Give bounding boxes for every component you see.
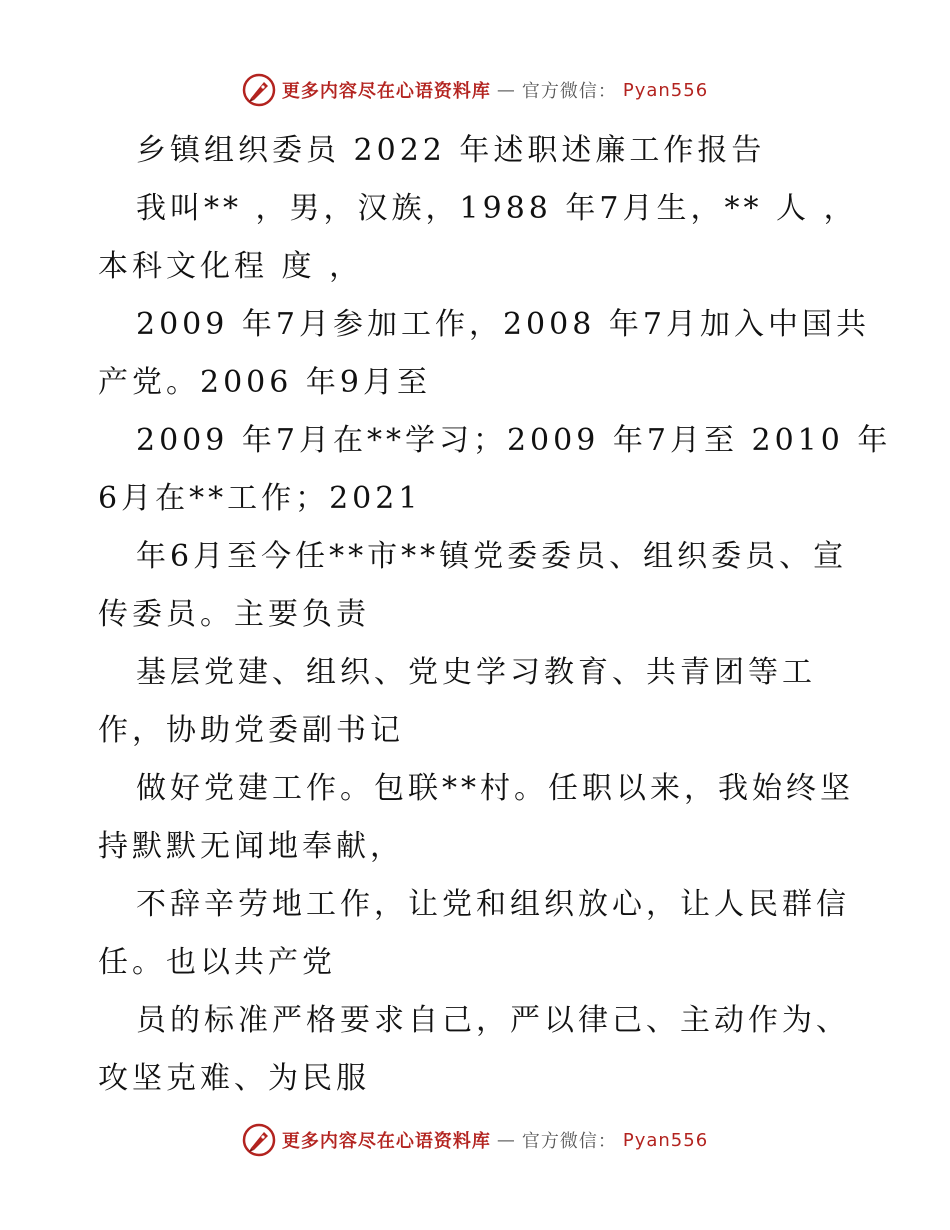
pen-nib-icon	[242, 1123, 276, 1157]
watermark-group	[242, 73, 708, 107]
paragraph-line: 做好党建工作。包联**村。任职以来，我始终坚	[136, 771, 854, 806]
paragraph-line: 员的标准严格要求自己，严以律己、主动作为、	[136, 1003, 850, 1038]
paragraph-line: 产党。2006 年9月至	[98, 365, 431, 400]
paragraph-line: 本科文化程 度 ，	[98, 249, 364, 284]
paragraph-line: 6月在**工作；2021	[98, 481, 422, 516]
paragraph-line: 作，协助党委副书记	[98, 713, 404, 748]
watermark-main-text: 更多内容尽在心语资料库	[281, 81, 491, 102]
paragraph-line: 持默默无闻地奉献，	[98, 829, 404, 864]
paragraph-line: 任。也以共产党	[98, 945, 336, 980]
paragraph-line: 不辞辛劳地工作，让党和组织放心，让人民群信	[136, 887, 850, 922]
paragraph-line: 2009 年7月参加工作，2008 年7月加入中国共	[136, 307, 870, 342]
paragraph-line: 2009 年7月在**学习；2009 年7月至 2010 年	[136, 423, 892, 458]
paragraph-line: 我叫** ，男，汉族，1988 年7月生，** 人 ，	[136, 191, 858, 226]
watermark-group	[242, 1123, 708, 1157]
watermark-dash: —	[496, 79, 516, 101]
paragraph-line: 基层党建、组织、党史学习教育、共青团等工	[136, 655, 816, 690]
document-body	[98, 122, 892, 1108]
watermark-main-text: 更多内容尽在心语资料库	[281, 1131, 491, 1152]
paragraph-line: 攻坚克难、为民服	[98, 1061, 370, 1096]
watermark-wechat-label: 官方微信：	[521, 81, 617, 102]
watermark-wechat-id: Pyan556	[622, 1129, 709, 1151]
document-title: 乡镇组织委员 2022 年述职述廉工作报告	[136, 133, 766, 168]
footer-watermark	[0, 1120, 950, 1160]
paragraph-line: 年6月至今任**市**镇党委委员、组织委员、宣	[136, 539, 848, 574]
watermark-wechat-id: Pyan556	[622, 79, 709, 101]
header-watermark	[0, 70, 950, 110]
watermark-dash: —	[496, 1129, 516, 1151]
watermark-wechat-label: 官方微信：	[521, 1131, 617, 1152]
paragraph-line: 传委员。主要负责	[98, 597, 370, 632]
pen-nib-icon	[242, 73, 276, 107]
